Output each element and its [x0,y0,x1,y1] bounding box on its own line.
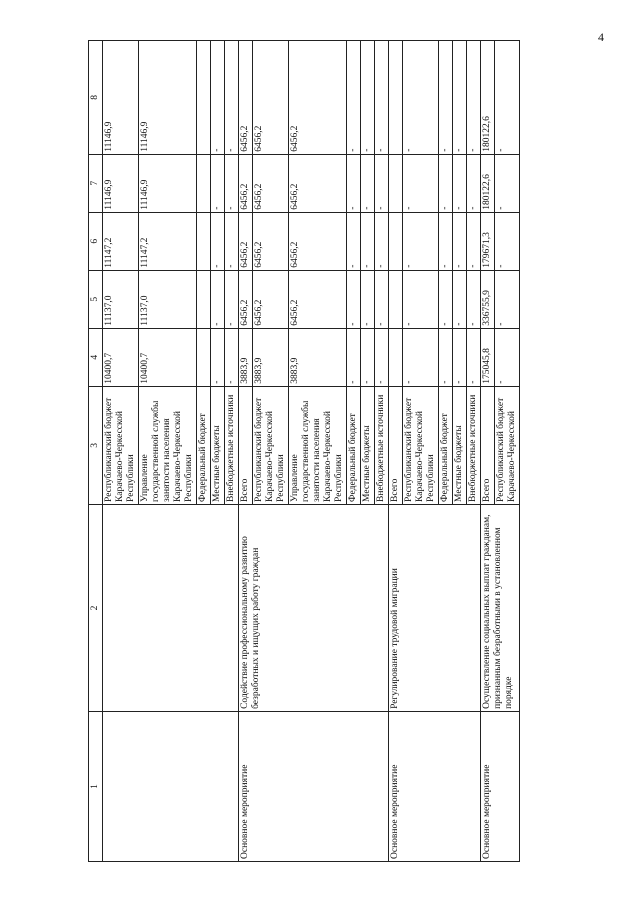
amount-cell: - [453,212,467,270]
header-cell: 5 [89,270,103,328]
header-cell: 7 [89,154,103,212]
funding-source-cell: Всего [389,386,403,504]
funding-source-cell: Федеральный бюджет [197,386,211,504]
amount-cell: - [403,270,439,328]
amount-cell [197,154,211,212]
amount-cell: - [495,328,520,386]
amount-cell [197,270,211,328]
amount-cell: - [403,154,439,212]
funding-source-cell: Управление государственной службы занятости населения Карачаево-Черкесской Республики [139,386,197,504]
table-row [481,41,495,862]
table-body [89,41,520,862]
funding-source-cell: Внебюджетные источники [225,386,239,504]
amount-cell: - [375,328,389,386]
amount-cell: - [495,212,520,270]
activity-name-cell: Регулирование трудовой миграции [389,504,481,711]
amount-cell: 6456,2 [253,154,289,212]
amount-cell: - [439,41,453,155]
amount-cell [389,328,403,386]
amount-cell: - [347,154,361,212]
funding-source-cell: Республиканский бюджет Карачаево-Черкесской Республики [103,386,139,504]
amount-cell: - [225,328,239,386]
amount-cell: 11137,0 [103,270,139,328]
amount-cell: - [375,154,389,212]
header-cell: 8 [89,41,103,155]
amount-cell: 6456,2 [239,212,253,270]
funding-source-cell: Всего [481,386,495,504]
amount-cell [197,328,211,386]
amount-cell: 180122,6 [481,41,495,155]
activity-type-cell: Основное мероприятие [389,711,481,861]
funding-source-cell: Местные бюджеты [453,386,467,504]
amount-cell: - [361,212,375,270]
amount-cell: 3883,9 [239,328,253,386]
funding-source-cell: Республиканский бюджет Карачаево-Черкесской Республики [403,386,439,504]
amount-cell [197,41,211,155]
header-cell: 6 [89,212,103,270]
amount-cell: - [361,154,375,212]
amount-cell: - [375,212,389,270]
amount-cell: - [439,270,453,328]
activity-type-cell: Основное мероприятие [481,711,520,861]
header-cell: 2 [89,504,103,711]
header-cell: 4 [89,328,103,386]
page-number: 4 [598,30,604,44]
amount-cell: - [403,212,439,270]
amount-cell: - [467,154,481,212]
amount-cell: 11146,9 [139,154,197,212]
amount-cell [389,154,403,212]
amount-cell: 6456,2 [253,41,289,155]
table-row [239,41,253,862]
amount-cell: - [347,328,361,386]
amount-cell: 11147,2 [103,212,139,270]
amount-cell: - [453,41,467,155]
amount-cell: - [375,270,389,328]
amount-cell: 6456,2 [253,212,289,270]
funding-source-cell: Федеральный бюджет [439,386,453,504]
amount-cell: - [495,41,520,155]
funding-source-cell: Внебюджетные источники [467,386,481,504]
amount-cell: - [439,212,453,270]
table-row [103,41,139,862]
funding-source-cell: Местные бюджеты [361,386,375,504]
amount-cell: - [495,154,520,212]
amount-cell: 6456,2 [289,212,347,270]
amount-cell: 6456,2 [289,154,347,212]
amount-cell: 3883,9 [289,328,347,386]
amount-cell: 10400,7 [139,328,197,386]
amount-cell: 175045,8 [481,328,495,386]
amount-cell: 336755,9 [481,270,495,328]
amount-cell: - [225,41,239,155]
header-cell: 1 [89,711,103,861]
amount-cell: - [361,41,375,155]
amount-cell: - [211,328,225,386]
amount-cell: - [347,270,361,328]
funding-source-cell: Местные бюджеты [211,386,225,504]
activity-type-cell: Основное мероприятие [239,711,389,861]
header-cell: 3 [89,386,103,504]
amount-cell: 3883,9 [253,328,289,386]
amount-cell: - [361,328,375,386]
table-row [389,41,403,862]
amount-cell: 11146,9 [139,41,197,155]
amount-cell [389,41,403,155]
budget-table [88,40,520,862]
amount-cell: - [225,212,239,270]
budget-table-rotated [88,40,590,862]
funding-source-cell: Внебюджетные источники [375,386,389,504]
amount-cell: - [225,154,239,212]
amount-cell: 11137,0 [139,270,197,328]
header-row [89,41,103,862]
funding-source-cell: Всего [239,386,253,504]
amount-cell: - [453,154,467,212]
amount-cell: - [211,41,225,155]
amount-cell: - [439,328,453,386]
amount-cell: 6456,2 [289,41,347,155]
amount-cell: - [467,41,481,155]
activity-name-cell: Содействие профессиональному развитию безработных и ищущих работу граждан [239,504,389,711]
amount-cell: - [453,328,467,386]
amount-cell: 11146,9 [103,154,139,212]
amount-cell: - [225,270,239,328]
amount-cell: - [211,270,225,328]
amount-cell [389,270,403,328]
funding-source-cell: Федеральный бюджет [347,386,361,504]
amount-cell: 6456,2 [289,270,347,328]
amount-cell: - [375,41,389,155]
amount-cell: 11147,2 [139,212,197,270]
amount-cell [197,212,211,270]
amount-cell: - [453,270,467,328]
amount-cell: - [467,212,481,270]
activity-name-cell: Осуществление социальных выплат гражданам, признанным безработными в установленном порядке [481,504,520,711]
amount-cell: 6456,2 [239,154,253,212]
funding-source-cell: Республиканский бюджет Карачаево-Черкесской [495,386,520,504]
activity-name-cell [103,504,239,711]
amount-cell: 11146,9 [103,41,139,155]
amount-cell: - [361,270,375,328]
amount-cell: - [467,328,481,386]
amount-cell [389,212,403,270]
amount-cell: - [495,270,520,328]
amount-cell: - [403,41,439,155]
amount-cell: - [439,154,453,212]
funding-source-cell: Республиканский бюджет Карачаево-Черкесской Республики [253,386,289,504]
amount-cell: - [467,270,481,328]
amount-cell: - [347,212,361,270]
amount-cell: 6456,2 [253,270,289,328]
amount-cell: 6456,2 [239,41,253,155]
amount-cell: 10400,7 [103,328,139,386]
amount-cell: 179671,3 [481,212,495,270]
activity-type-cell [103,711,239,861]
amount-cell: 180122,6 [481,154,495,212]
amount-cell: - [211,212,225,270]
funding-source-cell: Управление государственной службы занятости населения Карачаево-Черкесской Республики [289,386,347,504]
amount-cell: - [347,41,361,155]
amount-cell: - [211,154,225,212]
amount-cell: - [403,328,439,386]
amount-cell: 6456,2 [239,270,253,328]
